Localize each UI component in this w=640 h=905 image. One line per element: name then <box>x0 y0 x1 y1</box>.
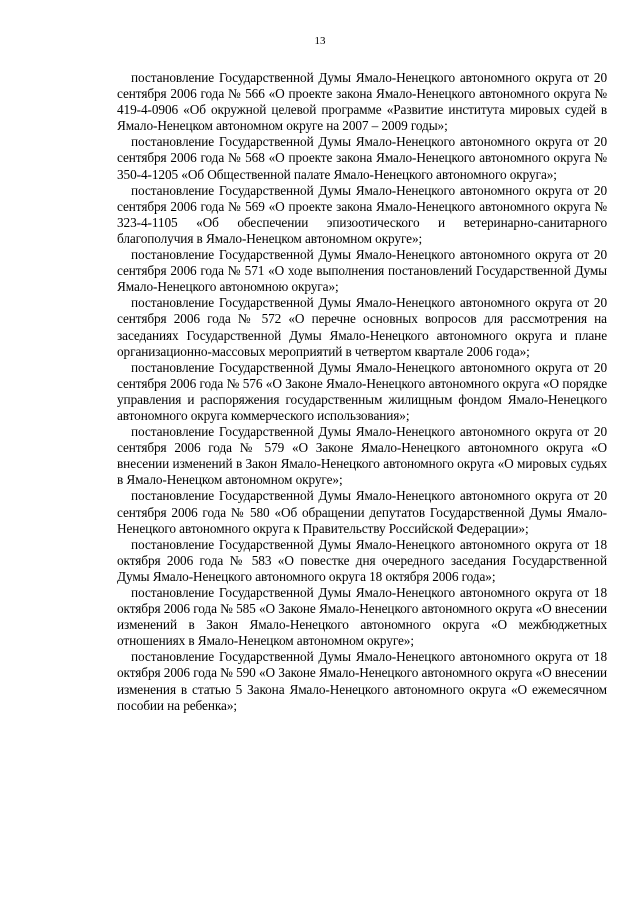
resolution-paragraph: постановление Государственной Думы Ямало-Ненецкого автономного округа от 20 сентября 2006 года № 576 «О Законе Ямало-Ненецкого автономного округа «О порядке управления и распоряжения государственным жилищным фондом Ямало-Ненецкого автономного округа коммерческого использования»; <box>117 359 607 423</box>
resolution-paragraph: постановление Государственной Думы Ямало-Ненецкого автономного округа от 20 сентября 2006 года № 569 «О проекте закона Ямало-Ненецкого автономного округа № 323-4-1105 «Об обеспечении эпизоотического и ветеринарно-санитарного благополучия в Ямало-Ненецком автономном округе»; <box>117 182 607 246</box>
resolution-paragraph: постановление Государственной Думы Ямало-Ненецкого автономного округа от 20 сентября 2006 года № 572 «О перечне основных вопросов для рассмотрения на заседаниях Государственной Думы Ямало-Ненецкого автономного округа и плане организационно-массовых мероприятий в четвертом квартале 2006 года»; <box>117 295 607 359</box>
resolution-paragraph: постановление Государственной Думы Ямало-Ненецкого автономного округа от 20 сентября 2006 года № 568 «О проекте закона Ямало-Ненецкого автономного округа № 350-4-1205 «Об Общественной палате Ямало-Ненецкого автономного округа»; <box>117 134 607 182</box>
resolution-paragraph: постановление Государственной Думы Ямало-Ненецкого автономного округа от 18 октября 2006 года № 590 «О Законе Ямало-Ненецкого автономного округа «О внесении изменения в статью 5 Закона Ямало-Ненецкого автономного округа «О ежемесячном пособии на ребенка»; <box>117 649 607 713</box>
page-number: 13 <box>314 35 326 47</box>
resolution-paragraph: постановление Государственной Думы Ямало-Ненецкого автономного округа от 20 сентября 2006 года № 571 «О ходе выполнения постановлений Государственной Думы Ямало-Ненецкого автономною округа»; <box>117 247 607 295</box>
resolution-list <box>117 70 607 714</box>
resolution-paragraph: постановление Государственной Думы Ямало-Ненецкого автономного округа от 20 сентября 2006 года № 580 «Об обращении депутатов Государственной Думы Ямало-Ненецкого автономного округа к Правительству Российской Федерации»; <box>117 488 607 536</box>
resolution-paragraph: постановление Государственной Думы Ямало-Ненецкого автономного округа от 20 сентября 2006 года № 579 «О Законе Ямало-Ненецкого автономного округа «О внесении изменений в Закон Ямало-Ненецкого автономного округа «О мировых судьях в Ямало-Ненецком автономном округе»; <box>117 424 607 488</box>
resolution-paragraph: постановление Государственной Думы Ямало-Ненецкого автономного округа от 18 октября 2006 года № 585 «О Законе Ямало-Ненецкого автономного округа «О внесении изменений в Закон Ямало-Ненецкого автономного округа «О межбюджетных отношениях в Ямало-Ненецком автономном округе»; <box>117 585 607 649</box>
resolution-paragraph: постановление Государственной Думы Ямало-Ненецкого автономного округа от 20 сентября 2006 года № 566 «О проекте закона Ямало-Ненецкого автономного округа № 419-4-0906 «Об окружной целевой программе «Развитие института мировых судей в Ямало-Ненецком автономном округе на 2007 – 2009 годы»; <box>117 70 607 134</box>
resolution-paragraph: постановление Государственной Думы Ямало-Ненецкого автономного округа от 18 октября 2006 года № 583 «О повестке дня очередного заседания Государственной Думы Ямало-Ненецкого автономного округа 18 октября 2006 года»; <box>117 536 607 584</box>
